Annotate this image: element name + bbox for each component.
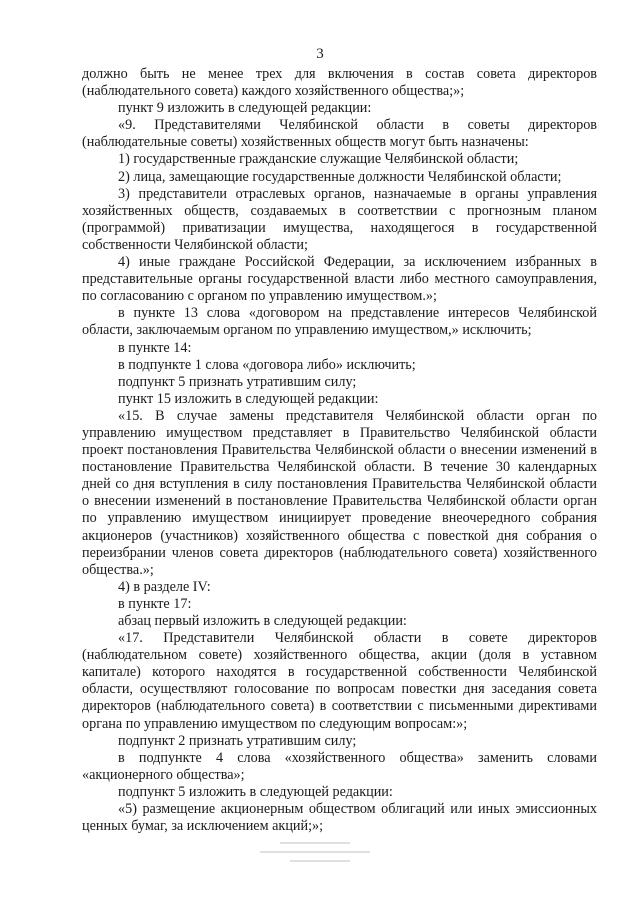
document-body (82, 66, 597, 835)
paragraph: «15. В случае замены представителя Челябинской области орган по управлению имуществом представляет в Правительство Челябинской области проект постановления Правительства Челябинской области о внесении изменений в постановление Правительства Челябинской области. В течение 30 календарных дней со дня вступления в силу постановления Правительства Челябинской области о внесении изменений в постановление Правительства Челябинской области орган по управлению имуществом инициирует проведение внеочередного собрания акционеров (участников) хозяйственного общества с повесткой дня собрания о переизбрании членов совета директоров (наблюдательного совета) хозяйственного общества.»; (82, 407, 597, 578)
paragraph: подпункт 2 признать утратившим силу; (118, 732, 357, 749)
paragraph: подпункт 5 признать утратившим силу; (118, 373, 357, 390)
paragraph: 3) представители отраслевых органов, назначаемые в органы управления хозяйственных обществ, создаваемых в соответствии с прогнозным планом (программой) приватизации имущества, находящегося в государственной собственности Челябинской области; (82, 185, 597, 253)
faint-stamp-mark (250, 842, 380, 882)
paragraph: в пункте 17: (118, 595, 192, 612)
paragraph: в подпункте 4 слова «хозяйственного общества» заменить словами «акционерного общества»; (82, 749, 597, 783)
paragraph: в пункте 13 слова «договором на представление интересов Челябинской области, заключаемым органом по управлению имуществом,» исключить; (82, 305, 597, 339)
paragraph: должно быть не менее трех для включения в состав совета директоров (наблюдательного совета) каждого хозяйственного общества;»; (82, 66, 597, 100)
page-number: 3 (316, 46, 324, 62)
paragraph: 1) государственные гражданские служащие Челябинской области; (118, 151, 519, 168)
paragraph: пункт 9 изложить в следующей редакции: (118, 100, 372, 117)
paragraph: «17. Представители Челябинской области в совете директоров (наблюдательном совете) хозяйственного общества, акции (доля в уставном капитале) которого находятся в государственной собственности Челябинской области, осуществляют голосование по вопросам повестки дня заседания совета директоров (наблюдательного совета) в соответствии с письменными директивами органа по управлению имуществом по следующим вопросам:»; (82, 630, 597, 732)
paragraph: подпункт 5 изложить в следующей редакции: (118, 783, 393, 800)
paragraph: 2) лица, замещающие государственные должности Челябинской области; (118, 168, 562, 185)
paragraph: 4) в разделе IV: (118, 578, 211, 595)
paragraph: в пункте 14: (118, 339, 192, 356)
paragraph: пункт 15 изложить в следующей редакции: (118, 390, 379, 407)
paragraph: 4) иные граждане Российской Федерации, за исключением избранных в представительные органы государственной власти либо местного самоуправления, по согласованию с органом по управлению имуществом.»; (82, 254, 597, 305)
paragraph: «5) размещение акционерным обществом облигаций или иных эмиссионных ценных бумаг, за исключением акций;»; (82, 801, 597, 835)
paragraph: в подпункте 1 слова «договора либо» исключить; (118, 356, 416, 373)
paragraph: абзац первый изложить в следующей редакции: (118, 613, 407, 629)
paragraph: «9. Представителями Челябинской области в советы директоров (наблюдательные советы) хозяйственных обществ могут быть назначены: (82, 117, 597, 151)
